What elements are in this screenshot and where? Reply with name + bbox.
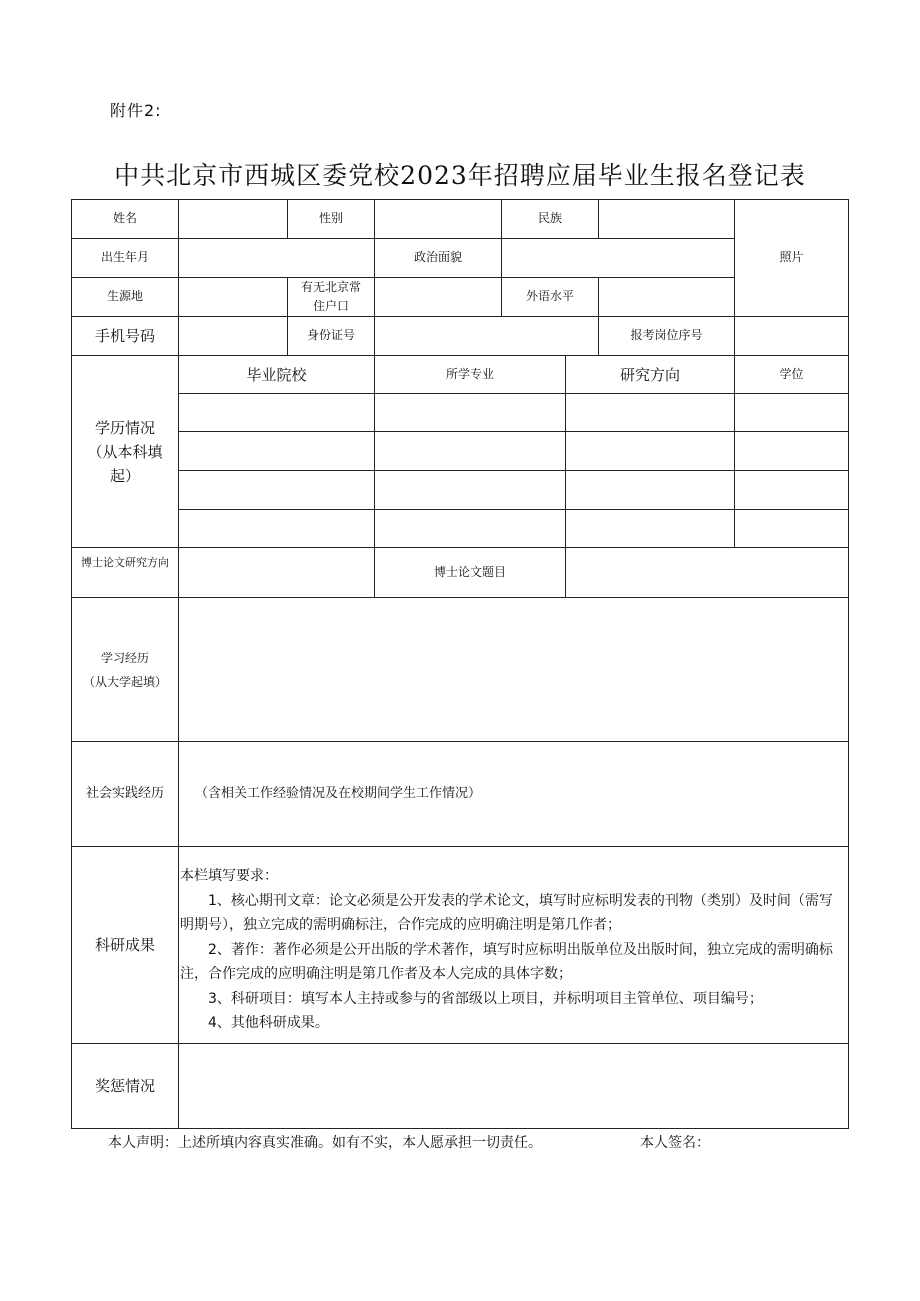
label-phd-direction: 博士论文研究方向 bbox=[81, 556, 169, 570]
label-study-note: （从大学起填） bbox=[82, 674, 167, 689]
row-line bbox=[178, 393, 849, 394]
language-input-cell[interactable] bbox=[599, 278, 734, 316]
label-origin: 生源地 bbox=[106, 289, 143, 304]
label-awards: 奖惩情况 bbox=[94, 1077, 155, 1095]
label-political: 政治面貌 bbox=[413, 250, 462, 265]
label-name: 姓名 bbox=[112, 211, 137, 226]
edu-header-major: 所学专业 bbox=[445, 366, 494, 381]
label-phd-title: 博士论文题目 bbox=[433, 565, 506, 580]
row-line bbox=[178, 509, 849, 510]
label-phone: 手机号码 bbox=[94, 327, 155, 345]
edu-header-direction: 研究方向 bbox=[619, 365, 680, 384]
attachment-label: 附件2: bbox=[110, 101, 162, 120]
row-line bbox=[178, 431, 849, 432]
form-title: 中共北京市西城区委党校2023年招聘应届毕业生报名登记表 bbox=[114, 161, 806, 190]
label-education-title: 学历情况 bbox=[94, 418, 155, 437]
declaration: 本人声明：上述所填内容真实准确。如有不实，本人愿承担一切责任。 bbox=[108, 1135, 542, 1151]
edu-header-degree: 学位 bbox=[779, 366, 804, 381]
label-id-number: 身份证号 bbox=[306, 328, 355, 343]
edu-header-school: 毕业院校 bbox=[246, 365, 307, 384]
table-border-right bbox=[848, 199, 849, 1129]
hukou-input-cell[interactable] bbox=[375, 278, 501, 316]
label-birth: 出生年月 bbox=[100, 250, 149, 265]
label-social: 社会实践经历 bbox=[85, 785, 164, 801]
research-note-item: 4、其他科研成果。 bbox=[208, 1015, 329, 1031]
label-study-title: 学习经历 bbox=[100, 650, 149, 665]
label-education-note: （从本科填起） bbox=[87, 442, 163, 485]
label-hukou: 有无北京常住户口 bbox=[300, 279, 361, 313]
label-position-no: 报考岗位序号 bbox=[630, 328, 703, 343]
awards-input[interactable] bbox=[179, 1044, 848, 1128]
research-note-item: 3、科研项目：填写本人主持或参与的省部级以上项目，并标明项目主管单位、项目编号； bbox=[208, 990, 763, 1007]
label-ethnicity: 民族 bbox=[537, 211, 562, 226]
study-history-input[interactable] bbox=[179, 598, 848, 741]
label-education bbox=[72, 356, 178, 547]
label-gender: 性别 bbox=[318, 211, 343, 226]
gender-input-cell[interactable] bbox=[375, 200, 501, 238]
row-line bbox=[178, 470, 849, 471]
social-practice-input[interactable] bbox=[179, 742, 848, 846]
label-photo[interactable]: 照片 bbox=[779, 250, 804, 265]
id-number-input-cell[interactable] bbox=[375, 317, 598, 355]
birth-input-cell[interactable] bbox=[179, 239, 374, 277]
phd-direction-input-cell[interactable] bbox=[179, 548, 374, 597]
research-note-item: 2、著作：著作必须是公开出版的学术著作，填写时应标明出版单位及出版时间，独立完成的需明确标注，合作完成的应明确注明是第几作者及本人完成的具体字数； bbox=[180, 941, 833, 982]
research-notes bbox=[180, 864, 844, 1036]
name-input-cell[interactable] bbox=[179, 200, 287, 238]
phd-title-input-cell[interactable] bbox=[566, 548, 848, 597]
phone-input-cell[interactable] bbox=[179, 317, 287, 355]
label-research: 科研成果 bbox=[94, 936, 155, 954]
political-input-cell[interactable] bbox=[502, 239, 734, 277]
signature-label: 本人签名： bbox=[640, 1135, 710, 1151]
origin-input-cell[interactable] bbox=[179, 278, 287, 316]
table-border-bottom bbox=[71, 1128, 849, 1129]
label-study-history bbox=[72, 598, 178, 741]
ethnicity-input-cell[interactable] bbox=[599, 200, 734, 238]
label-language: 外语水平 bbox=[525, 289, 574, 304]
social-hint: （含相关工作经验情况及在校期间学生工作情况） bbox=[195, 785, 482, 801]
research-note-item: 1、核心期刊文章：论文必须是公开发表的学术论文，填写时应标明发表的刊物（类别）及时间（需写明期号），独立完成的需明确标注，合作完成的应明确注明是第几作者； bbox=[180, 892, 833, 933]
position-no-input-cell[interactable] bbox=[735, 317, 848, 355]
research-notes-heading: 本栏填写要求： bbox=[180, 868, 278, 884]
